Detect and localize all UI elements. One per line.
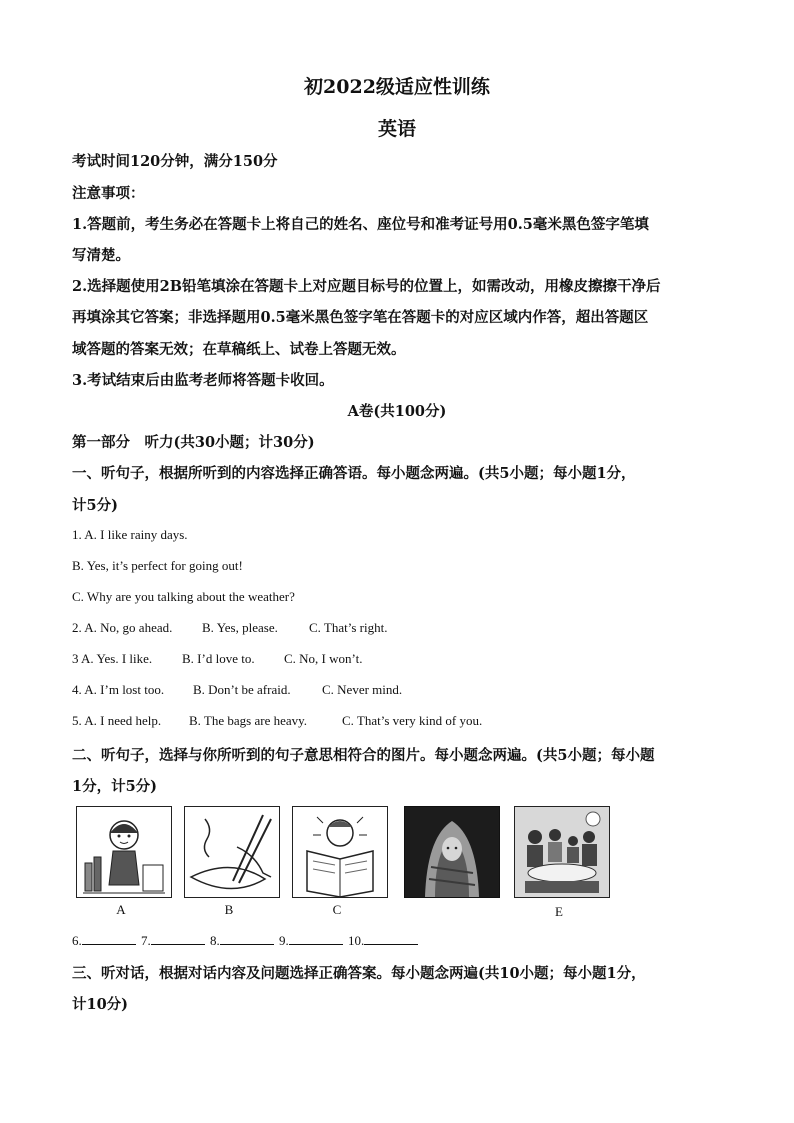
picture-label: A (116, 902, 126, 917)
person-in-blanket-icon (404, 806, 500, 898)
picture-label: E (555, 904, 563, 919)
answer-blank[interactable] (82, 932, 136, 945)
family-dinner-icon (514, 806, 610, 898)
option: 4. A. I’m lost too. (72, 682, 165, 697)
option: C. That’s very kind of you. (342, 713, 483, 728)
picture-options (74, 806, 604, 922)
option: 2. A. No, go ahead. (72, 620, 173, 635)
option: C. Never mind. (322, 682, 403, 697)
picture-label: C (332, 902, 342, 917)
question-2 (72, 620, 387, 636)
blank-label: 7. (141, 933, 151, 948)
picture-label: B (224, 902, 234, 917)
time-score: 考试时间120分钟，满分150分 (72, 153, 278, 170)
section-a-title: A卷(共100分) (347, 403, 447, 420)
question-5 (72, 713, 482, 729)
question-1-option-c: C. Why are you talking about the weather? (72, 589, 295, 604)
option: B. I’d love to. (182, 651, 255, 666)
answer-blanks (72, 932, 420, 949)
chopsticks-bowl-icon (184, 806, 280, 898)
question-1-option-b: B. Yes, it’s perfect for going out! (72, 558, 243, 573)
blank-label: 10. (348, 933, 365, 948)
question-4 (72, 682, 402, 698)
note-line: 域答题的答案无效；在草稿纸上、试卷上答题无效。 (72, 341, 406, 358)
q2-intro: 二、听句子，选择与你所听到的句子意思相符合的图片。每小题念两遍。(共5小题；每小题 (72, 747, 655, 764)
boy-reading-book-icon (292, 806, 388, 898)
note-line: 3.考试结束后由监考老师将答题卡收回。 (72, 372, 334, 389)
q1-intro: 计5分) (72, 497, 118, 514)
q1-intro: 一、听句子，根据所听到的内容选择正确答语。每小题念两遍。(共5小题；每小题1分， (72, 465, 636, 482)
note-line: 再填涂其它答案；非选择题用0.5毫米黑色签字笔在答题卡的对应区域内作答，超出答题区 (72, 309, 649, 326)
option: C. No, I won’t. (284, 651, 363, 666)
option: B. Don’t be afraid. (193, 682, 291, 697)
option: B. The bags are heavy. (189, 713, 308, 728)
subject-title: 英语 (377, 118, 416, 140)
blank-label: 6. (72, 933, 82, 948)
exam-title: 初2022级适应性训练 (304, 76, 490, 98)
note-line: 1.答题前，考生务必在答题卡上将自己的姓名、座位号和准考证号用0.5毫米黑色签字笔填 (72, 216, 649, 233)
option: B. Yes, please. (202, 620, 278, 635)
part1-heading: 第一部分 听力(共30小题；计30分) (72, 434, 315, 451)
answer-blank[interactable] (364, 932, 418, 945)
q2-intro: 1分，计5分) (72, 778, 158, 795)
q3-intro: 计10分) (72, 996, 129, 1013)
option: 5. A. I need help. (72, 713, 162, 728)
answer-blank[interactable] (151, 932, 205, 945)
question-3 (72, 651, 362, 667)
answer-blank[interactable] (220, 932, 274, 945)
note-line: 2.选择题使用2B铅笔填涂在答题卡上对应题目标号的位置上，如需改动，用橡皮擦擦干净后 (72, 278, 661, 295)
notice-heading: 注意事项： (72, 185, 145, 202)
blank-label: 8. (210, 933, 220, 948)
question-1-option-a: 1. A. I like rainy days. (72, 527, 188, 542)
option: 3 A. Yes. I like. (72, 651, 153, 666)
note-line: 写清楚。 (72, 247, 130, 264)
blank-label: 9. (279, 933, 289, 948)
option: C. That’s right. (309, 620, 388, 635)
girl-with-bottles-icon (76, 806, 172, 898)
q3-intro: 三、听对话，根据对话内容及问题选择正确答案。每小题念两遍(共10小题；每小题1分， (72, 965, 646, 982)
answer-blank[interactable] (289, 932, 343, 945)
